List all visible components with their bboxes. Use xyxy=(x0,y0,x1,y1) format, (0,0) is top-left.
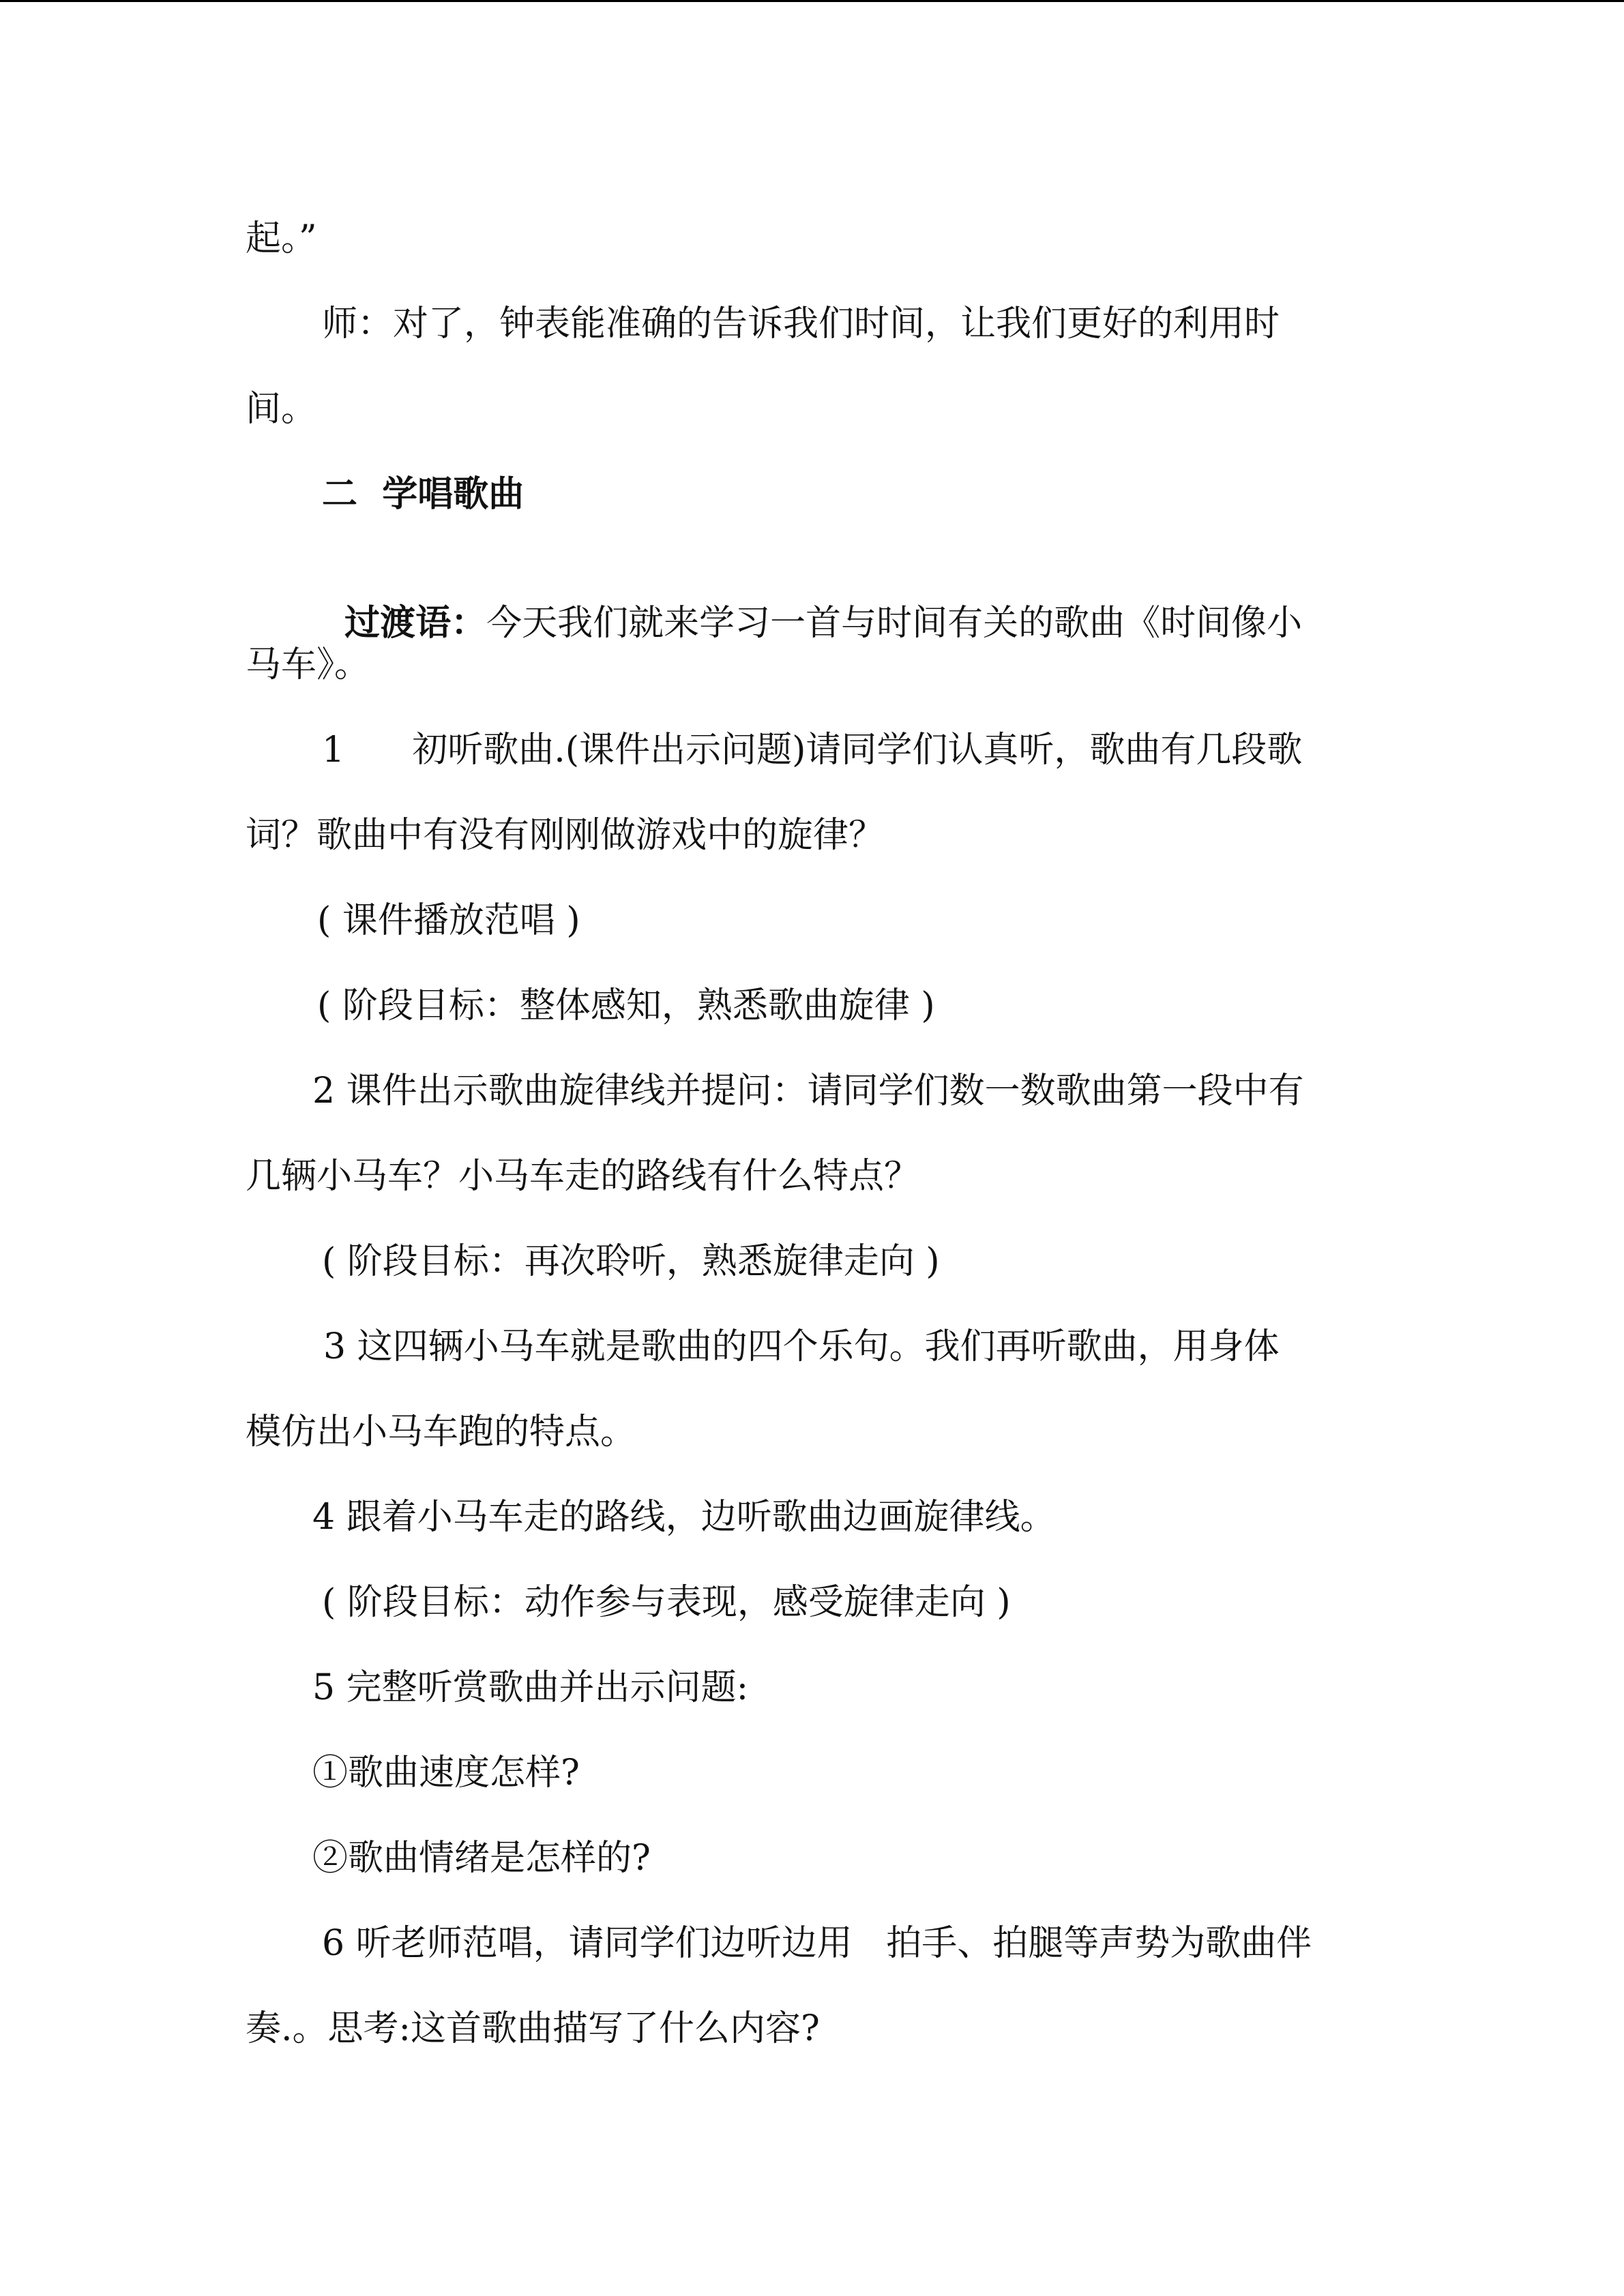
text-line-9: ( 课件播放范唱 ) xyxy=(317,900,580,941)
text-line-3: 间。 xyxy=(246,389,317,430)
page-top-border xyxy=(0,0,1624,2)
text-line-6: 马车》。 xyxy=(246,644,370,685)
text-line-7: 1 初听歌曲.(课件出示问题)请同学们认真听，歌曲有几段歌 xyxy=(322,730,1303,771)
text-line-19: ①歌曲速度怎样? xyxy=(312,1753,580,1793)
section-heading: 二 学唱歌曲 xyxy=(322,473,525,515)
text-line-15: 模仿出小马车跑的特点。 xyxy=(246,1412,636,1452)
transition-paragraph xyxy=(322,558,1302,645)
transition-text: 今天我们就来学习一首与时间有关的歌曲《时间像小 xyxy=(486,603,1303,644)
text-line-17: ( 阶段目标：动作参与表现，感受旋律走向 ) xyxy=(322,1582,1011,1623)
text-line-20: ②歌曲情绪是怎样的? xyxy=(312,1838,651,1879)
text-line-18: 5 完整听赏歌曲并出示问题: xyxy=(312,1667,749,1708)
text-line-12: 几辆小马车？小马车走的路线有什么特点？ xyxy=(246,1156,920,1197)
text-line-11: 2 课件出示歌曲旋律线并提问：请同学们数一数歌曲第一段中有 xyxy=(312,1071,1304,1112)
text-line-14: 3 这四辆小马车就是歌曲的四个乐句。我们再听歌曲，用身体 xyxy=(323,1326,1280,1367)
text-line-13: ( 阶段目标：再次聆听，熟悉旋律走向 ) xyxy=(322,1241,940,1282)
transition-label: 过渡语： xyxy=(344,602,487,644)
text-line-16: 4 跟着小马车走的路线，边听歌曲边画旋律线。 xyxy=(312,1497,1056,1538)
text-line-21: 6 听老师范唱，请同学们边听边用 拍手、拍腿等声势为歌曲伴 xyxy=(322,1923,1312,1964)
text-line-8: 词？歌曲中有没有刚刚做游戏中的旋律？ xyxy=(246,815,885,856)
text-line-10: ( 阶段目标：整体感知，熟悉歌曲旋律 ) xyxy=(317,985,935,1026)
text-line-2: 师：对了，钟表能准确的告诉我们时间，让我们更好的利用时 xyxy=(322,303,1280,344)
text-line-22: 奏.。思考:这首歌曲描写了什么内容? xyxy=(246,2008,820,2049)
text-line-1: 起。” xyxy=(246,218,317,259)
